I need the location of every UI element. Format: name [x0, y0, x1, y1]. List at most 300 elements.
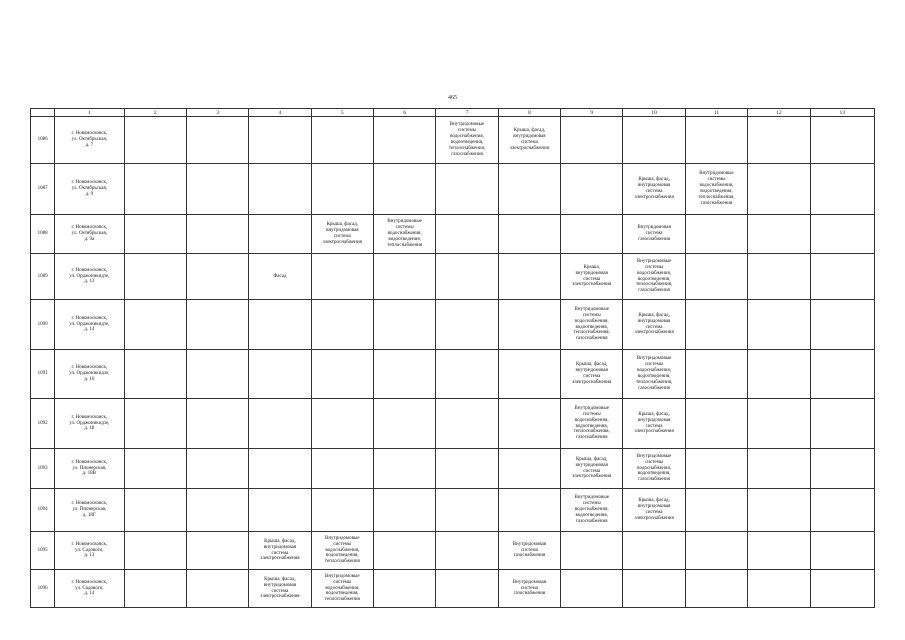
cell-line: Внутридомовая — [637, 225, 671, 231]
cell-line: водоотведения, — [326, 591, 359, 597]
work-cell-col-2 — [124, 399, 186, 449]
work-cell-col-4 — [249, 532, 311, 570]
work-cell-col-8 — [498, 164, 560, 215]
cell-line: системы — [645, 459, 664, 465]
cell-line: система — [583, 374, 601, 379]
cell-line: теплоснабжения — [324, 597, 360, 603]
address-cell — [55, 570, 124, 608]
cell-line: водоснабжения, — [637, 270, 672, 276]
work-cell-col-11 — [685, 350, 747, 399]
cell-line: газоснабжения — [700, 200, 733, 206]
cell-line: водоотведения, — [700, 189, 733, 194]
cell-line: теплоснабжения — [324, 559, 360, 565]
work-cell-col-9 — [561, 570, 623, 608]
work-cell-col-11 — [685, 300, 747, 350]
work-cell-col-4 — [249, 300, 311, 350]
work-cell-col-13 — [810, 399, 875, 449]
cell-line: система — [583, 276, 601, 282]
cell-line: водоотведения, — [575, 512, 608, 518]
work-cell-col-7 — [436, 350, 498, 399]
work-cell-col-7 — [436, 532, 498, 570]
work-cell-col-7 — [436, 449, 498, 489]
cell-line: водоснабжения, — [574, 507, 609, 513]
row-number: 1088 — [31, 215, 55, 254]
cell-line: Внутридомовые — [636, 258, 672, 264]
work-cell-col-7 — [436, 117, 498, 164]
table-row — [31, 399, 875, 449]
cell-line: внутридомовая — [263, 544, 297, 550]
work-cell-col-6 — [373, 449, 435, 489]
work-cell-col-9 — [561, 532, 623, 570]
cell-line: электроснабжения — [634, 429, 674, 435]
cell-line: ул. Октябрьская, — [71, 231, 108, 237]
work-cell-col-6 — [373, 399, 435, 449]
row-number-header — [31, 109, 55, 117]
cell-line: водоотведения, — [637, 471, 671, 477]
cell-line: Внутридомовые — [574, 405, 609, 411]
work-cell-col-8 — [498, 254, 560, 300]
table-row — [31, 164, 875, 215]
cell-line: ул. Пионерская, — [72, 507, 107, 513]
work-cell-col-4 — [249, 399, 311, 449]
cell-line: электроснабжения — [634, 330, 674, 336]
work-cell-col-5 — [311, 449, 373, 489]
column-header-row — [31, 109, 875, 117]
work-cell-col-3 — [186, 489, 248, 532]
cell-line: д. 7 — [85, 142, 94, 148]
work-cell-col-5 — [311, 215, 373, 254]
cell-line: д. 18 — [84, 426, 95, 432]
address-cell — [55, 215, 124, 254]
cell-line: г. Новомосковск, — [71, 180, 108, 186]
cell-line: г. Новомосковск, — [71, 225, 108, 231]
column-header: 12 — [748, 109, 810, 117]
cell-line: ул. Пионерская, — [72, 465, 107, 471]
cell-line: д. 14 — [84, 327, 95, 333]
cell-line: газоснабжения — [575, 435, 608, 441]
work-cell-col-7 — [436, 254, 498, 300]
cell-line: газоснабжения — [575, 518, 608, 524]
cell-line: газоснабжения — [638, 288, 670, 294]
cell-line: газоснабжения — [638, 477, 670, 483]
work-cell-col-13 — [810, 254, 875, 300]
cell-line: ул. Садового, — [75, 585, 104, 591]
column-header: 8 — [498, 109, 560, 117]
work-cell-col-11 — [685, 449, 747, 489]
cell-line: ул. Орджоникидзе, — [69, 273, 110, 279]
column-header: 2 — [124, 109, 186, 117]
work-cell-col-6 — [373, 300, 435, 350]
work-cell-col-10 — [623, 300, 685, 350]
cell-line: Фасад — [273, 273, 287, 279]
cell-line: г. Новомосковск, — [71, 541, 108, 547]
cell-line: г. Новомосковск, — [71, 579, 108, 585]
work-cell-col-10 — [623, 489, 685, 532]
cell-line: теплоснабжения, — [448, 145, 486, 151]
work-cell-col-3 — [186, 399, 248, 449]
cell-line: Внутридомовые — [325, 535, 360, 541]
work-cell-col-13 — [810, 449, 875, 489]
cell-line: водоснабжения, — [450, 134, 484, 140]
work-cell-col-12 — [748, 399, 810, 449]
work-cell-col-11 — [685, 254, 747, 300]
cell-line: системы — [395, 225, 414, 231]
cell-line: г. Новомосковск, — [71, 501, 108, 507]
work-cell-col-8 — [498, 117, 560, 164]
cell-line: система — [583, 468, 601, 474]
address-cell — [55, 254, 124, 300]
address-cell — [55, 350, 124, 399]
cell-line: теплоснабжения — [387, 242, 423, 248]
cell-line: водоотведения, — [326, 553, 359, 559]
cell-line: Внутридомовая — [512, 579, 547, 585]
cell-line: электроснабжения — [322, 239, 362, 245]
cell-line: г. Новомосковск, — [71, 131, 108, 137]
work-cell-col-4 — [249, 164, 311, 215]
work-cell-col-9 — [561, 300, 623, 350]
cell-line: внутридомовая — [575, 368, 608, 374]
cell-line: г. Новомосковск, — [71, 365, 108, 371]
row-number: 1092 — [31, 399, 55, 449]
cell-line: Крыша, фасад, — [513, 128, 546, 134]
work-cell-col-10 — [623, 215, 685, 254]
column-header: 7 — [436, 109, 498, 117]
cell-line: система — [645, 423, 663, 429]
cell-line: газоснабжения — [575, 336, 608, 342]
table-row — [31, 449, 875, 489]
work-cell-col-3 — [186, 300, 248, 350]
row-number: 1094 — [31, 489, 55, 532]
column-header: 10 — [623, 109, 685, 117]
row-number: 1091 — [31, 350, 55, 399]
column-header: 1 — [55, 109, 124, 117]
cell-line: электроснабжения — [634, 515, 674, 521]
cell-line: теплоснабжения, — [573, 330, 610, 336]
cell-line: внутридомовая — [637, 183, 671, 189]
work-cell-col-5 — [311, 254, 373, 300]
work-cell-col-12 — [748, 117, 810, 164]
work-cell-col-9 — [561, 254, 623, 300]
cell-line: системы — [707, 177, 726, 183]
work-cell-col-7 — [436, 399, 498, 449]
work-cell-col-10 — [623, 449, 685, 489]
cell-line: водоотведения, — [575, 423, 608, 429]
cell-line: Внутридомовые — [325, 573, 360, 579]
column-header: 13 — [810, 109, 875, 117]
address-cell — [55, 399, 124, 449]
work-cell-col-9 — [561, 350, 623, 399]
work-cell-col-12 — [748, 350, 810, 399]
work-cell-col-6 — [373, 254, 435, 300]
work-cell-col-4 — [249, 449, 311, 489]
cell-line: внутридомовая — [637, 318, 671, 324]
work-cell-col-13 — [810, 215, 875, 254]
cell-line: водоотведения, — [575, 324, 608, 330]
cell-line: внутридомовая — [637, 504, 671, 510]
repair-schedule-table — [30, 108, 875, 608]
cell-line: системы — [458, 128, 477, 134]
work-cell-col-8 — [498, 399, 560, 449]
cell-line: г. Новомосковск, — [71, 267, 108, 273]
work-cell-col-5 — [311, 570, 373, 608]
cell-line: система — [645, 189, 663, 194]
cell-line: системы — [582, 312, 601, 318]
cell-line: внутридомовая — [263, 582, 297, 588]
row-number: 1087 — [31, 164, 55, 215]
work-cell-col-3 — [186, 254, 248, 300]
cell-line: Внутридомовые — [699, 171, 734, 177]
address-cell — [55, 164, 124, 215]
column-header: 11 — [685, 109, 747, 117]
cell-line: системы — [645, 362, 664, 368]
work-cell-col-5 — [311, 300, 373, 350]
cell-line: г. Новомосковск, — [71, 414, 108, 420]
cell-line: д. 16 — [84, 376, 95, 382]
work-cell-col-10 — [623, 254, 685, 300]
address-cell — [55, 117, 124, 164]
cell-line: Внутридомовые — [449, 122, 485, 128]
work-cell-col-3 — [186, 164, 248, 215]
cell-line: электроснабжения — [572, 474, 612, 480]
work-cell-col-5 — [311, 532, 373, 570]
cell-line: водоснабжения, — [574, 318, 609, 324]
work-cell-col-13 — [810, 489, 875, 532]
cell-line: д. 13 — [84, 279, 95, 285]
cell-line: система — [271, 588, 289, 594]
work-cell-col-11 — [685, 117, 747, 164]
work-cell-col-6 — [373, 570, 435, 608]
work-cell-col-9 — [561, 489, 623, 532]
row-number: 1096 — [31, 570, 55, 608]
work-cell-col-3 — [186, 117, 248, 164]
work-cell-col-13 — [810, 532, 875, 570]
work-cell-col-9 — [561, 215, 623, 254]
cell-line: газоснабжения — [513, 591, 546, 597]
cell-line: внутридомовая — [326, 228, 359, 234]
row-number: 1090 — [31, 300, 55, 350]
work-cell-col-6 — [373, 350, 435, 399]
work-cell-col-7 — [436, 570, 498, 608]
work-cell-col-6 — [373, 489, 435, 532]
cell-line: электроснабжения — [634, 194, 674, 200]
cell-line: ул. Орджоникидзе, — [69, 321, 110, 327]
work-cell-col-12 — [748, 215, 810, 254]
work-cell-col-5 — [311, 489, 373, 532]
cell-line: газоснабжения — [638, 236, 670, 242]
work-cell-col-12 — [748, 300, 810, 350]
cell-line: система — [520, 585, 538, 591]
cell-line: Крыша, фасад, — [638, 498, 670, 504]
work-cell-col-11 — [685, 164, 747, 215]
table-row — [31, 532, 875, 570]
work-cell-col-12 — [748, 570, 810, 608]
work-cell-col-10 — [623, 164, 685, 215]
work-cell-col-2 — [124, 570, 186, 608]
cell-line: внутридомовая — [513, 134, 546, 140]
cell-line: водоснабжения, — [637, 368, 672, 374]
cell-line: системы — [333, 579, 352, 585]
address-cell — [55, 300, 124, 350]
cell-line: Крыша, фасад, — [638, 177, 670, 183]
work-cell-col-9 — [561, 117, 623, 164]
address-cell — [55, 489, 124, 532]
work-cell-col-5 — [311, 117, 373, 164]
page-number: 465 — [448, 95, 457, 101]
cell-line: Крыша, фасад, — [575, 362, 608, 368]
cell-line: электроснабжения — [509, 145, 550, 151]
table-row — [31, 117, 875, 164]
work-cell-col-8 — [498, 449, 560, 489]
cell-line: система — [520, 547, 538, 553]
work-cell-col-7 — [436, 164, 498, 215]
cell-line: система — [333, 234, 351, 239]
work-cell-col-13 — [810, 570, 875, 608]
cell-line: Внутридомовые — [636, 356, 672, 362]
cell-line: Внутридомовые — [387, 219, 422, 225]
cell-line: газоснабжения — [451, 151, 483, 157]
work-cell-col-8 — [498, 350, 560, 399]
cell-line: водоотведения, — [388, 236, 421, 242]
cell-line: водоотведения, — [637, 374, 671, 379]
work-cell-col-3 — [186, 215, 248, 254]
cell-line: Крыша, — [583, 264, 600, 270]
cell-line: Внутридомовые — [574, 306, 609, 312]
work-cell-col-9 — [561, 399, 623, 449]
work-cell-col-8 — [498, 532, 560, 570]
work-cell-col-10 — [623, 117, 685, 164]
work-cell-col-9 — [561, 164, 623, 215]
work-cell-col-8 — [498, 300, 560, 350]
work-cell-col-11 — [685, 215, 747, 254]
table-row — [31, 254, 875, 300]
work-cell-col-12 — [748, 532, 810, 570]
cell-line: газоснабжения — [638, 385, 670, 391]
cell-line: д. 18Г — [82, 512, 96, 518]
work-cell-col-8 — [498, 570, 560, 608]
cell-line: внутридомовая — [575, 270, 608, 276]
work-cell-col-12 — [748, 449, 810, 489]
cell-line: электроснабжения — [572, 282, 612, 288]
table-row — [31, 489, 875, 532]
cell-line: Крыша, фасад, — [638, 312, 670, 318]
cell-line: Крыша, фасад, — [264, 576, 296, 582]
work-cell-col-5 — [311, 399, 373, 449]
cell-line: Внутридомовая — [512, 541, 547, 547]
cell-line: д. 9 — [85, 191, 94, 197]
work-cell-col-10 — [623, 350, 685, 399]
cell-line: системы — [333, 541, 352, 547]
work-cell-col-13 — [810, 300, 875, 350]
cell-line: Внутридомовые — [636, 453, 672, 459]
table-row — [31, 300, 875, 350]
column-header: 3 — [186, 109, 248, 117]
work-cell-col-6 — [373, 117, 435, 164]
cell-line: теплоснабжения, — [573, 429, 610, 435]
work-cell-col-7 — [436, 300, 498, 350]
column-header: 5 — [311, 109, 373, 117]
table-row — [31, 350, 875, 399]
cell-line: г. Новомосковск, — [71, 459, 108, 465]
work-cell-col-2 — [124, 449, 186, 489]
table-row — [31, 215, 875, 254]
row-number: 1095 — [31, 532, 55, 570]
work-cell-col-6 — [373, 164, 435, 215]
work-cell-col-3 — [186, 532, 248, 570]
cell-line: ул. Орджоникидзе, — [69, 371, 110, 377]
cell-line: электроснабжения — [572, 379, 612, 385]
cell-line: водоснабжения, — [387, 231, 422, 237]
cell-line: система — [645, 231, 663, 237]
address-cell — [55, 449, 124, 489]
work-cell-col-8 — [498, 489, 560, 532]
work-cell-col-8 — [498, 215, 560, 254]
cell-line: д. 14 — [84, 591, 95, 597]
work-cell-col-2 — [124, 350, 186, 399]
cell-line: электроснабжения — [260, 556, 300, 562]
work-cell-col-10 — [623, 532, 685, 570]
cell-line: водоснабжения, — [325, 547, 360, 553]
work-cell-col-3 — [186, 350, 248, 399]
cell-line: внутридомовая — [637, 417, 671, 423]
cell-line: водоснабжения, — [574, 417, 609, 423]
cell-line: Крыша, фасад, — [575, 456, 608, 462]
cell-line: теплоснабжения, — [635, 282, 673, 288]
work-cell-col-12 — [748, 164, 810, 215]
cell-line: теплоснабжения, — [698, 194, 735, 200]
work-cell-col-13 — [810, 350, 875, 399]
work-cell-col-10 — [623, 570, 685, 608]
work-cell-col-4 — [249, 570, 311, 608]
work-cell-col-3 — [186, 449, 248, 489]
work-cell-col-2 — [124, 117, 186, 164]
row-number: 1089 — [31, 254, 55, 300]
work-cell-col-7 — [436, 215, 498, 254]
work-cell-col-2 — [124, 254, 186, 300]
cell-line: газоснабжения — [513, 553, 546, 559]
work-cell-col-13 — [810, 117, 875, 164]
cell-line: д. 13 — [84, 553, 95, 559]
cell-line: системы — [582, 411, 601, 417]
work-cell-col-2 — [124, 164, 186, 215]
work-cell-col-10 — [623, 399, 685, 449]
cell-line: водоснабжения, — [699, 183, 734, 189]
cell-line: ул. Садового, — [75, 547, 104, 553]
work-cell-col-6 — [373, 215, 435, 254]
row-number: 1086 — [31, 117, 55, 164]
work-cell-col-11 — [685, 489, 747, 532]
cell-line: ул. Орджоникидзе, — [69, 420, 110, 426]
cell-line: д. 18В — [82, 471, 97, 477]
cell-line: водоснабжения, — [637, 465, 672, 471]
work-cell-col-5 — [311, 350, 373, 399]
cell-line: система — [271, 550, 289, 556]
work-cell-col-11 — [685, 399, 747, 449]
work-cell-col-11 — [685, 532, 747, 570]
cell-line: ул. Октябрьская, — [71, 186, 108, 192]
work-cell-col-4 — [249, 350, 311, 399]
cell-line: ул. Октябрьская, — [71, 137, 108, 143]
work-cell-col-4 — [249, 117, 311, 164]
work-cell-col-2 — [124, 532, 186, 570]
row-number: 1093 — [31, 449, 55, 489]
cell-line: системы — [582, 501, 601, 507]
cell-line: г. Новомосковск, — [71, 315, 108, 321]
cell-line: Крыша, фасад, — [264, 538, 296, 544]
work-cell-col-2 — [124, 215, 186, 254]
cell-line: система — [645, 510, 663, 515]
cell-line: водоотведения, — [450, 140, 484, 145]
cell-line: электроснабжения — [260, 594, 300, 600]
